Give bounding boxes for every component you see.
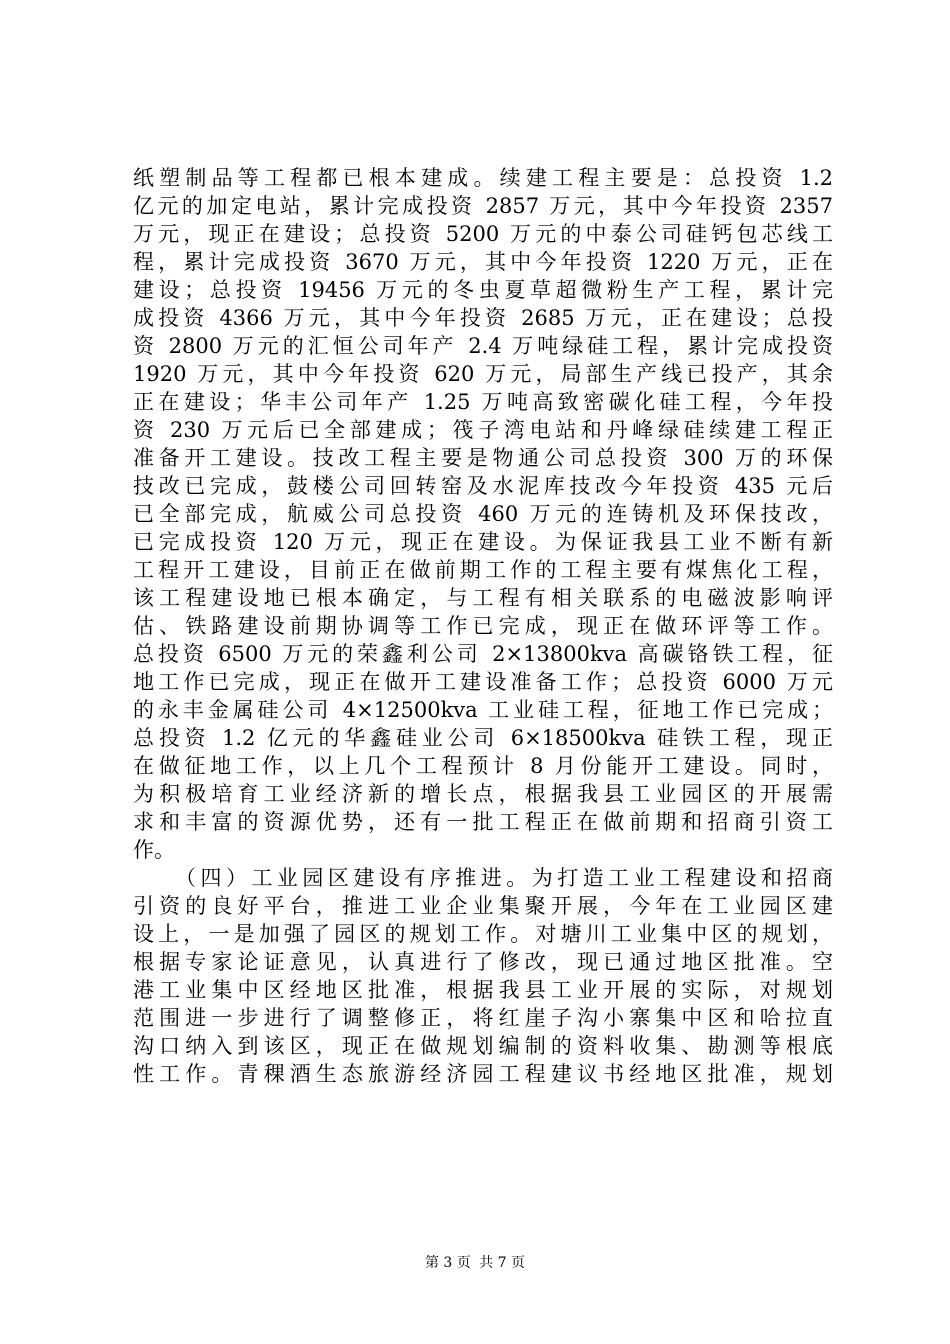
- text-line: 设上，一是加强了园区的规划工作。对塘川工业集中区的规划，: [133, 922, 833, 946]
- page-footer: [0, 1254, 950, 1272]
- text-line: 港工业集中区经地区批准，根据我县工业开展的实际，对规划: [133, 978, 833, 1002]
- text-line: 地工作已完成，现正在做开工建设准备工作；总投资 6000 万元: [133, 670, 833, 694]
- text-line: 的永丰金属硅公司 4×12500kva 工业硅工程，征地工作已完成；: [133, 698, 833, 722]
- text-line: 亿元的加定电站，累计完成投资 2857 万元，其中今年投资 2357: [133, 194, 833, 218]
- text-line: 程，累计完成投资 3670 万元，其中今年投资 1220 万元，正在: [133, 250, 833, 274]
- text-line: 引资的良好平台，推进工业企业集聚开展，今年在工业园区建: [133, 894, 833, 918]
- text-line: 准备开工建设。技改工程主要是物通公司总投资 300 万的环保: [133, 446, 833, 470]
- text-line: 万元，现正在建设；总投资 5200 万元的中泰公司硅钙包芯线工: [133, 222, 833, 246]
- text-line: 已全部完成，航威公司总投资 460 万元的连铸机及环保技改，: [133, 502, 833, 526]
- document-body: [133, 164, 833, 1088]
- text-line: 总投资 1.2 亿元的华鑫硅业公司 6×18500kva 硅铁工程，现正: [133, 726, 833, 750]
- text-line: 性工作。青稞酒生态旅游经济园工程建议书经地区批准，规划: [133, 1062, 833, 1086]
- text-line: 根据专家论证意见，认真进行了修改，现已通过地区批准。空: [133, 950, 833, 974]
- page-number: 第 3 页: [424, 1255, 471, 1271]
- paragraph-industrial-park: [133, 864, 833, 1088]
- text-line: 正在建设；华丰公司年产 1.25 万吨高致密碳化硅工程，今年投: [133, 390, 833, 414]
- section-heading-line: （四）工业园区建设有序推进。为打造工业工程建设和招商: [175, 866, 833, 890]
- text-line: 1920 万元，其中今年投资 620 万元，局部生产线已投产，其余: [133, 362, 833, 386]
- text-line: 总投资 6500 万元的荣鑫利公司 2×13800kva 高碳铬铁工程，征: [133, 642, 833, 666]
- text-line: 为积极培育工业经济新的增长点，根据我县工业园区的开展需: [133, 782, 833, 806]
- text-line: 范围进一步进行了调整修正，将红崖子沟小寨集中区和哈拉直: [133, 1006, 833, 1030]
- text-line: 该工程建设地已根本确定，与工程有相关联系的电磁波影响评: [133, 586, 833, 610]
- text-line: 沟口纳入到该区，现正在做规划编制的资料收集、勘测等根底: [133, 1034, 833, 1058]
- text-line: 技改已完成，鼓楼公司回转窑及水泥库技改今年投资 435 元后: [133, 474, 833, 498]
- paragraph-projects: [133, 164, 833, 864]
- text-line: 在做征地工作，以上几个工程预计 8 月份能开工建设。同时，: [133, 754, 833, 778]
- text-line: 估、铁路建设前期协调等工作已完成，现正在做环评等工作。: [133, 614, 833, 638]
- text-line: 求和丰富的资源优势，还有一批工程正在做前期和招商引资工: [133, 810, 833, 834]
- text-line: 资 230 万元后已全部建成；筏子湾电站和丹峰绿硅续建工程正: [133, 418, 833, 442]
- page-total: 共 7 页: [479, 1255, 526, 1271]
- text-line: 成投资 4366 万元，其中今年投资 2685 万元，正在建设；总投: [133, 306, 833, 330]
- text-line: 建设；总投资 19456 万元的冬虫夏草超微粉生产工程，累计完: [133, 278, 833, 302]
- text-line: 纸塑制品等工程都已根本建成。续建工程主要是：总投资 1.2: [133, 166, 833, 190]
- text-line: 工程开工建设，目前正在做前期工作的工程主要有煤焦化工程，: [133, 558, 833, 582]
- text-line: 已完成投资 120 万元，现正在建设。为保证我县工业不断有新: [133, 530, 833, 554]
- text-line: 作。: [133, 838, 175, 862]
- text-line: 资 2800 万元的汇恒公司年产 2.4 万吨绿硅工程，累计完成投资: [133, 334, 833, 358]
